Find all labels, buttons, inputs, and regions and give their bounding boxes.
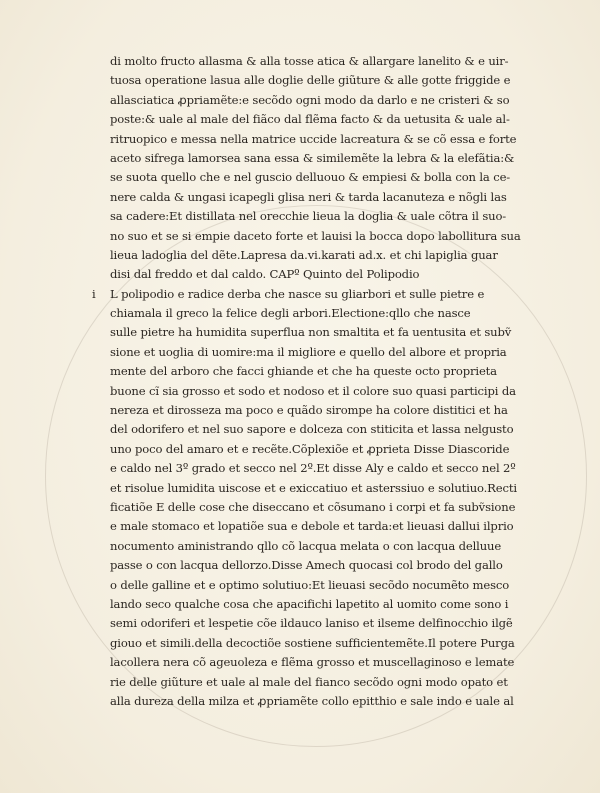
text-line: semi odoriferi et lespetie cõe ildauco laniso et ilseme delfinocchio ilgẽ: [110, 616, 513, 631]
text-line: del odorifero et nel suo sapore e dolceza con stiticita et lassa nelgusto: [110, 422, 514, 437]
chapter-heading-line: disi dal freddo et dal caldo. CAPº Quinto del Polipodio: [110, 267, 420, 282]
text-line: o delle galline et e optimo solutiuo:Et lieuasi secõdo nocumẽto mesco: [110, 577, 510, 592]
text-line: buone cĩ sia grosso et sodo et nodoso et il colore suo quasi participi da: [110, 383, 516, 398]
text-line: sulle pietre ha humidita superflua non smaltita et fa uentusita et subṽ: [110, 325, 512, 340]
text-line: uno poco del amaro et e recẽte.Cõplexiõe et ꝓprieta Disse Diascoride: [110, 441, 510, 456]
chapter-first-line: [92, 285, 540, 304]
text-line: L polipodio e radice derba che nasce su gliarbori et sulle pietre e: [110, 286, 485, 301]
text-line: allasciatica ꝓpriamẽte:e secõdo ogni modo da darlo e ne cristeri & so: [110, 92, 510, 107]
text-line: passe o con lacqua dellorzo.Disse Amech quocasi col brodo del gallo: [110, 558, 503, 573]
text-line: ficatiõe E delle cose che diseccano et cõsumano i corpi et fa subṽsione: [110, 499, 516, 514]
text-line: ritruopico e messa nella matrice uccide lacreatura & se cõ essa e forte: [110, 131, 517, 146]
text-line: alla dureza della milza et ꝓpriamẽte collo epitthio e sale indo e uale al: [110, 693, 514, 708]
text-line: no suo et se si empie daceto forte et lauisi la bocca dopo labollitura sua: [110, 228, 521, 243]
text-line: e caldo nel 3º grado et secco nel 2º.Et disse Aly e caldo et secco nel 2º: [110, 461, 516, 476]
text-line: et risolue lumidita uiscose et e exiccatiuo et asterssiuo e solutiuo.Recti: [110, 480, 517, 495]
text-line: giouo et simili.della decoctiõe sostiene sufficientemẽte.Il potere Purga: [110, 635, 515, 650]
text-line: poste:& uale al male del fiãco dal flẽma facto & da uetusita & uale al-: [110, 112, 510, 127]
text-line: lacollera nera cõ ageuoleza e flẽma grosso et muscellaginoso e lemate: [110, 655, 515, 670]
text-line: tuosa operatione lasua alle doglie delle giũture & alle gotte friggide e: [110, 73, 511, 88]
text-line: nocumento aministrando qllo cõ lacqua melata o con lacqua delluue: [110, 538, 502, 553]
text-line: sione et uoglia di uomire:ma il migliore e quello del albore et propria: [110, 344, 507, 359]
text-line: nereza et dirosseza ma poco e quãdo sirompe ha colore distitici et ha: [110, 403, 508, 418]
text-line: lieua ladoglia del dẽte.Lapresa da.vi.karati ad.x. et chi lapiglia guar: [110, 247, 498, 262]
text-line: sa cadere:Et distillata nel orecchie lieua la doglia & uale cõtra il suo-: [110, 209, 507, 224]
text-line: chiamala il greco la felice degli arbori.Electione:qllo che nasce: [110, 306, 471, 321]
text-line: rie delle giũture et uale al male del fianco secõdo ogni modo opato et: [110, 674, 508, 689]
text-line: nere calda & ungasi icapegli glisa neri & tarda lacanuteza e nõgli las: [110, 189, 507, 204]
text-line: e male stomaco et lopatiõe sua e debole et tarda:et lieuasi dallui ilprio: [110, 519, 514, 534]
text-block: [92, 52, 540, 711]
text-line: lando seco qualche cosa che apacifichi lapetito al uomito come sono i: [110, 596, 509, 611]
text-line: se suota quello che e nel guscio delluouo & empiesi & bolla con la ce-: [110, 170, 511, 185]
text-line: aceto sifrega lamorsea sana essa & similemẽte la lebra & la elefãtia:&: [110, 150, 515, 165]
chapter-marker: i: [92, 286, 96, 301]
text-line: mente del arboro che facci ghiande et che ha queste octo proprieta: [110, 364, 497, 379]
text-line: di molto fructo allasma & alla tosse atica & allargare lanelito & e uir-: [110, 54, 509, 68]
